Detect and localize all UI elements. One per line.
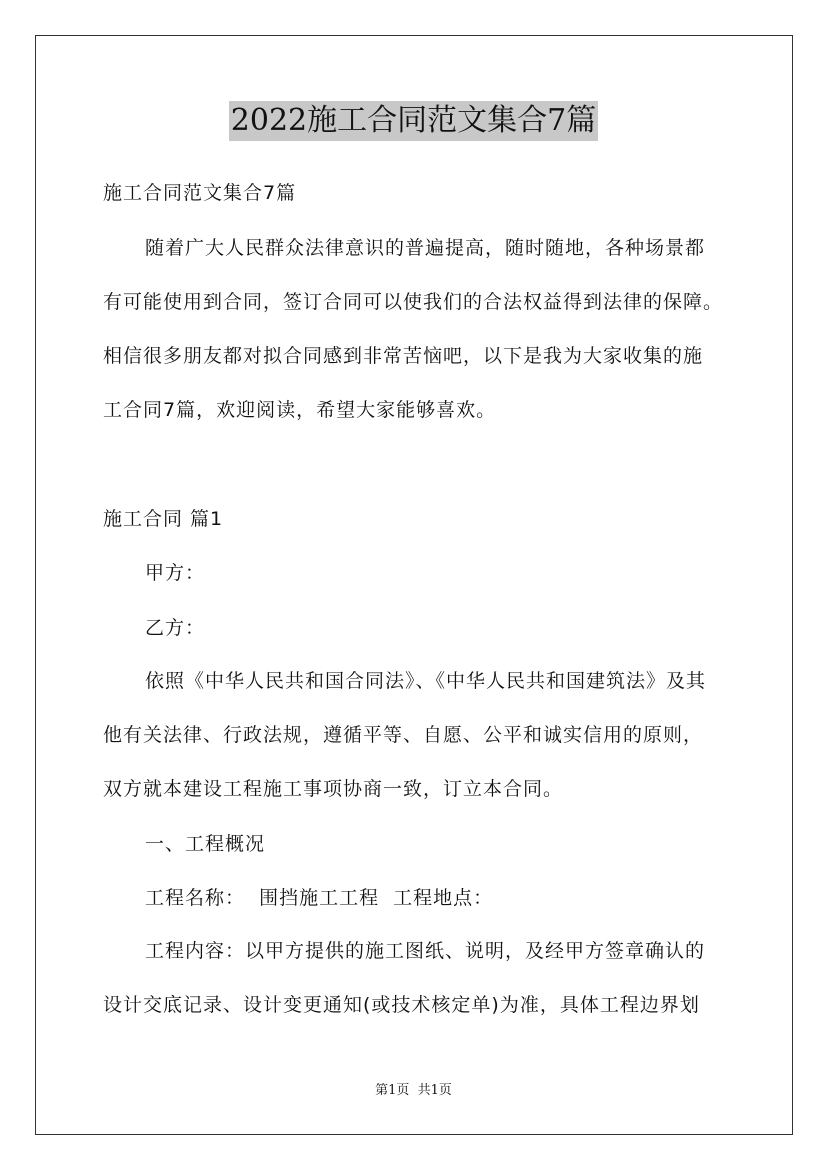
party-a: 甲方： (145, 562, 206, 584)
basis-line-1: 依照《中华人民共和国合同法》、《中华人民共和国建筑法》及其 (145, 670, 707, 692)
document-title: 2022施工合同范文集合7篇 (229, 101, 598, 141)
page-footer: 第1页 共1页 (375, 1083, 452, 1098)
title-wrap (0, 101, 827, 141)
project-name-line: 工程名称： 围挡施工工程 工程地点： (145, 887, 494, 909)
intro-line-3: 相信很多朋友都对拟合同感到非常苦恼吧，以下是我为大家收集的施 (103, 345, 704, 367)
basis-line-3: 双方就本建设工程施工事项协商一致，订立本合同。 (103, 778, 564, 800)
project-content-line-1: 工程内容：以甲方提供的施工图纸、说明，及经甲方签章确认的 (145, 940, 706, 962)
basis-line-2: 他有关法律、行政法规，遵循平等、自愿、公平和诚实信用的原则， (103, 724, 704, 746)
section-heading: 施工合同 篇1 (103, 508, 224, 530)
document-subtitle: 施工合同范文集合7篇 (103, 182, 297, 204)
clause-heading: 一、工程概况 (145, 833, 266, 855)
intro-line-4: 工合同7篇，欢迎阅读，希望大家能够喜欢。 (103, 399, 497, 421)
party-b: 乙方： (145, 617, 206, 639)
intro-line-2: 有可能使用到合同，签订合同可以使我们的合法权益得到法律的保障。 (103, 291, 724, 313)
project-content-line-2: 设计交底记录、设计变更通知(或技术核定单)为准，具体工程边界划 (103, 994, 700, 1016)
intro-line-1: 随着广大人民群众法律意识的普遍提高，随时随地，各种场景都 (145, 237, 706, 259)
